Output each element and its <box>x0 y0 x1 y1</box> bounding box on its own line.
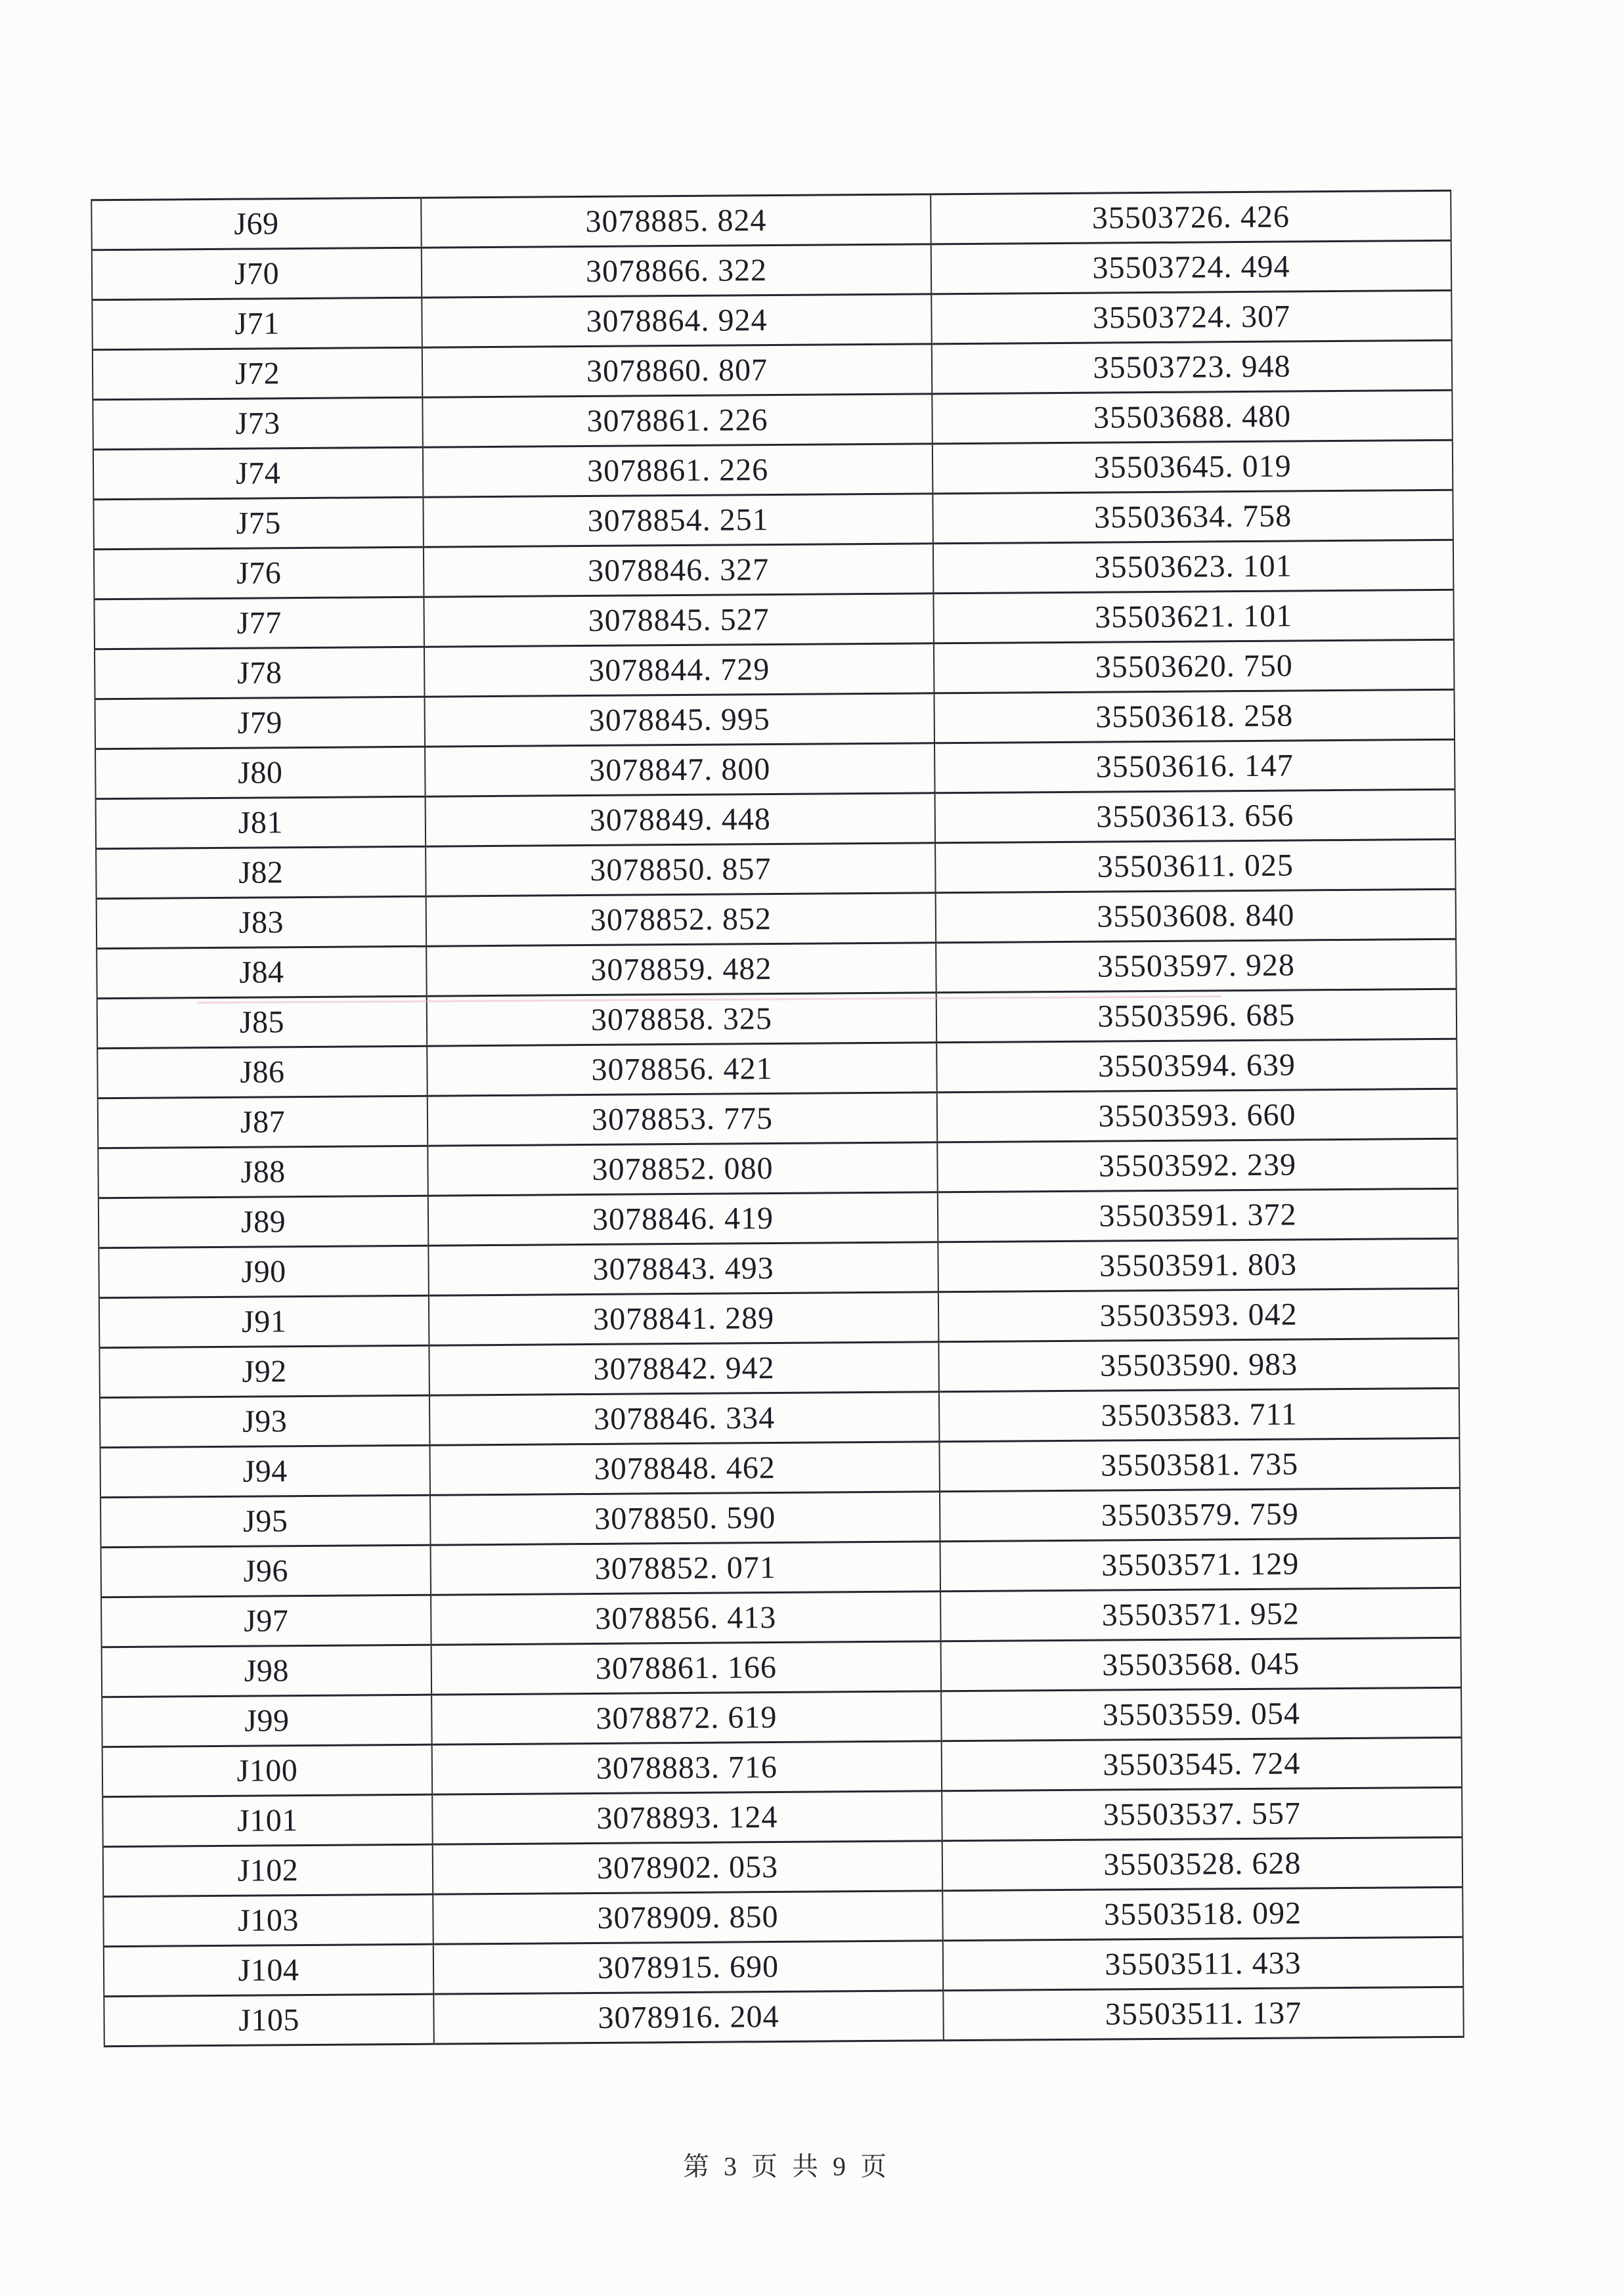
table-row <box>93 490 1453 549</box>
x-coordinate-cell: 3078916. 204 <box>433 1991 944 2044</box>
table-row <box>98 1089 1457 1148</box>
point-id-cell: J101 <box>102 1794 433 1847</box>
point-id-cell: J95 <box>100 1495 431 1548</box>
x-coordinate-cell: 3078845. 527 <box>424 594 934 647</box>
y-coordinate-cell: 35503723. 948 <box>932 340 1453 394</box>
table-row <box>93 440 1453 499</box>
table-row <box>102 1687 1461 1746</box>
point-id-cell: J76 <box>94 547 424 599</box>
y-coordinate-cell: 35503593. 660 <box>937 1089 1458 1142</box>
x-coordinate-cell: 3078850. 857 <box>426 843 936 896</box>
y-coordinate-cell: 35503571. 129 <box>940 1538 1461 1592</box>
point-id-cell: J88 <box>98 1146 428 1198</box>
point-id-cell: J86 <box>97 1046 428 1098</box>
table-row <box>98 1138 1457 1198</box>
y-coordinate-cell: 35503613. 656 <box>935 789 1456 843</box>
point-id-cell: J79 <box>95 697 426 749</box>
point-id-cell: J89 <box>99 1196 429 1248</box>
x-coordinate-cell: 3078915. 690 <box>433 1941 944 1994</box>
x-coordinate-cell: 3078850. 590 <box>430 1492 940 1545</box>
table-row <box>104 1937 1463 1996</box>
table-row <box>100 1488 1460 1547</box>
y-coordinate-cell: 35503611. 025 <box>935 839 1456 893</box>
table-row <box>94 590 1453 649</box>
x-coordinate-cell: 3078846. 334 <box>429 1392 940 1445</box>
table-row <box>96 839 1455 898</box>
point-id-cell: J102 <box>103 1844 433 1897</box>
table-row <box>103 1887 1462 1946</box>
x-coordinate-cell: 3078841. 289 <box>429 1292 939 1345</box>
y-coordinate-cell: 35503620. 750 <box>934 639 1455 693</box>
y-coordinate-cell: 35503590. 983 <box>938 1338 1459 1392</box>
table-row <box>100 1438 1459 1497</box>
point-id-cell: J93 <box>100 1395 430 1448</box>
point-id-cell: J99 <box>102 1695 432 1747</box>
y-coordinate-cell: 35503511. 137 <box>943 1987 1464 2041</box>
x-coordinate-cell: 3078852. 071 <box>431 1542 941 1595</box>
table-row <box>102 1787 1462 1846</box>
x-coordinate-cell: 3078861. 226 <box>423 444 933 497</box>
x-coordinate-cell: 3078858. 325 <box>427 993 937 1046</box>
y-coordinate-cell: 35503518. 092 <box>942 1887 1463 1941</box>
table-row <box>103 1837 1462 1896</box>
y-coordinate-cell: 35503591. 803 <box>938 1238 1459 1292</box>
point-id-cell: J87 <box>98 1096 428 1148</box>
x-coordinate-cell: 3078848. 462 <box>429 1442 940 1495</box>
y-coordinate-cell: 35503579. 759 <box>940 1488 1460 1542</box>
y-coordinate-cell: 35503594. 639 <box>936 1039 1457 1093</box>
point-id-cell: J78 <box>95 647 425 699</box>
y-coordinate-cell: 35503545. 724 <box>942 1737 1462 1791</box>
point-id-cell: J97 <box>101 1595 431 1647</box>
point-id-cell: J98 <box>102 1645 432 1697</box>
x-coordinate-cell: 3078842. 942 <box>429 1342 939 1395</box>
x-coordinate-cell: 3078856. 413 <box>431 1592 941 1645</box>
y-coordinate-cell: 35503724. 494 <box>931 240 1452 294</box>
x-coordinate-cell: 3078845. 995 <box>425 693 935 747</box>
table-row <box>95 689 1455 748</box>
y-coordinate-cell: 35503528. 628 <box>942 1837 1463 1891</box>
y-coordinate-cell: 35503634. 758 <box>933 490 1453 544</box>
point-id-cell: J80 <box>95 747 426 799</box>
y-coordinate-cell: 35503571. 952 <box>940 1588 1461 1641</box>
point-id-cell: J105 <box>104 1994 434 2047</box>
x-coordinate-cell: 3078883. 716 <box>432 1741 942 1794</box>
point-id-cell: J104 <box>104 1944 434 1997</box>
y-coordinate-cell: 35503583. 711 <box>939 1388 1460 1442</box>
table-row <box>104 1987 1463 2046</box>
table-row <box>97 889 1456 948</box>
y-coordinate-cell: 35503592. 239 <box>937 1138 1458 1192</box>
y-coordinate-cell: 35503581. 735 <box>939 1438 1460 1492</box>
coordinate-table <box>91 190 1463 2047</box>
x-coordinate-cell: 3078852. 852 <box>426 893 936 946</box>
x-coordinate-cell: 3078861. 166 <box>431 1641 942 1695</box>
table-row <box>97 939 1456 998</box>
point-id-cell: J77 <box>94 597 424 649</box>
point-id-cell: J85 <box>97 996 428 1049</box>
point-id-cell: J91 <box>99 1295 429 1348</box>
y-coordinate-cell: 35503597. 928 <box>936 939 1457 993</box>
point-id-cell: J73 <box>93 397 423 450</box>
table-row <box>95 739 1455 798</box>
point-id-cell: J96 <box>101 1545 431 1597</box>
y-coordinate-cell: 35503623. 101 <box>933 540 1454 594</box>
x-coordinate-cell: 3078866. 322 <box>422 244 932 297</box>
y-coordinate-cell: 35503621. 101 <box>933 590 1454 643</box>
y-coordinate-cell: 35503724. 307 <box>931 290 1452 344</box>
x-coordinate-cell: 3078885. 824 <box>421 194 931 248</box>
point-id-cell: J69 <box>91 198 422 250</box>
x-coordinate-cell: 3078909. 850 <box>433 1891 943 1944</box>
point-id-cell: J83 <box>97 896 427 949</box>
table-row <box>101 1538 1460 1597</box>
x-coordinate-cell: 3078846. 419 <box>428 1192 938 1245</box>
y-coordinate-cell: 35503559. 054 <box>941 1687 1462 1741</box>
y-coordinate-cell: 35503618. 258 <box>934 689 1455 743</box>
x-coordinate-cell: 3078872. 619 <box>431 1691 942 1744</box>
table-row <box>100 1388 1459 1447</box>
table-row <box>95 639 1454 699</box>
y-coordinate-cell: 35503616. 147 <box>934 739 1455 793</box>
x-coordinate-cell: 3078844. 729 <box>424 643 934 697</box>
y-coordinate-cell: 35503645. 019 <box>933 440 1453 494</box>
y-coordinate-cell: 35503568. 045 <box>941 1637 1462 1691</box>
page-footer <box>683 2146 890 2183</box>
x-coordinate-cell: 3078849. 448 <box>426 793 936 846</box>
x-coordinate-cell: 3078854. 251 <box>423 494 933 547</box>
table-row <box>99 1338 1459 1397</box>
y-coordinate-cell: 35503608. 840 <box>936 889 1457 943</box>
x-coordinate-cell: 3078846. 327 <box>424 544 934 597</box>
table-row <box>99 1238 1458 1297</box>
point-id-cell: J74 <box>93 447 424 500</box>
table-row <box>97 1039 1457 1098</box>
x-coordinate-cell: 3078893. 124 <box>432 1791 942 1844</box>
table-row <box>102 1737 1462 1796</box>
point-id-cell: J72 <box>93 347 423 400</box>
x-coordinate-cell: 3078860. 807 <box>422 344 933 397</box>
point-id-cell: J94 <box>100 1445 430 1498</box>
x-coordinate-cell: 3078847. 800 <box>425 743 935 796</box>
x-coordinate-cell: 3078852. 080 <box>428 1142 938 1196</box>
table-row <box>102 1637 1461 1697</box>
point-id-cell: J103 <box>103 1894 433 1947</box>
point-id-cell: J100 <box>102 1744 433 1797</box>
x-coordinate-cell: 3078853. 775 <box>428 1093 938 1146</box>
coordinate-table-grid <box>91 190 1464 2047</box>
y-coordinate-cell: 35503726. 426 <box>931 190 1451 244</box>
x-coordinate-cell: 3078859. 482 <box>426 943 936 996</box>
point-id-cell: J75 <box>93 497 424 550</box>
y-coordinate-cell: 35503593. 042 <box>938 1288 1459 1342</box>
table-row <box>101 1588 1460 1647</box>
x-coordinate-cell: 3078861. 226 <box>422 394 933 447</box>
y-coordinate-cell: 35503537. 557 <box>942 1787 1462 1841</box>
table-row <box>99 1288 1459 1347</box>
y-coordinate-cell: 35503511. 433 <box>943 1937 1464 1991</box>
table-row <box>99 1188 1458 1247</box>
table-row <box>92 290 1451 349</box>
y-coordinate-cell: 35503688. 480 <box>932 390 1453 444</box>
x-coordinate-cell: 3078843. 493 <box>428 1242 938 1295</box>
table-row <box>93 340 1452 399</box>
table-row <box>94 540 1453 599</box>
point-id-cell: J70 <box>92 248 422 300</box>
table-row <box>93 390 1452 449</box>
table-row <box>92 240 1451 299</box>
x-coordinate-cell: 3078856. 421 <box>427 1043 937 1096</box>
x-coordinate-cell: 3078902. 053 <box>433 1841 943 1894</box>
y-coordinate-cell: 35503596. 685 <box>936 989 1457 1043</box>
x-coordinate-cell: 3078864. 924 <box>422 294 932 347</box>
point-id-cell: J84 <box>97 946 427 999</box>
point-id-cell: J81 <box>96 796 426 849</box>
point-id-cell: J82 <box>96 846 426 899</box>
point-id-cell: J92 <box>99 1345 429 1398</box>
table-row <box>96 789 1455 848</box>
point-id-cell: J90 <box>99 1245 429 1298</box>
point-id-cell: J71 <box>92 297 422 350</box>
table-row <box>91 190 1451 249</box>
y-coordinate-cell: 35503591. 372 <box>938 1188 1459 1242</box>
page-footer-text: 第 3 页 共 9 页 <box>683 2152 890 2181</box>
